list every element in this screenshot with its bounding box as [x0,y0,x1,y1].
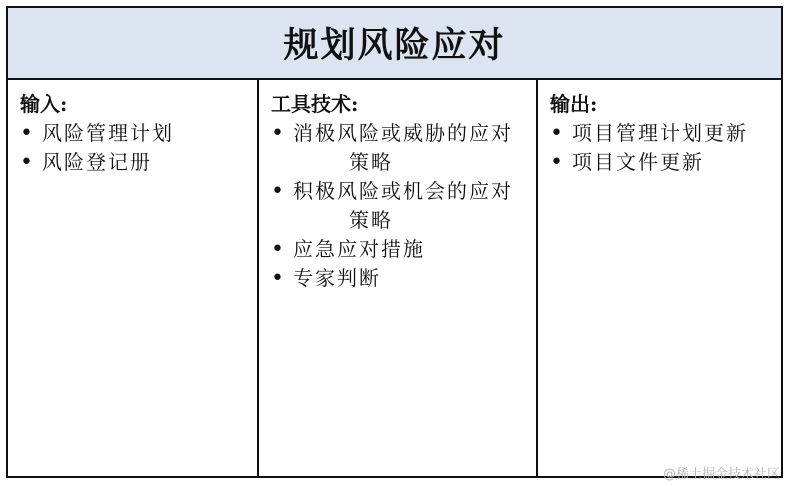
output-item [550,119,771,148]
outputs-list [550,119,771,177]
tool-item-text: • 积极风险或机会的应对 [293,179,513,203]
tool-item [271,177,526,235]
tool-item [271,235,526,264]
diagram-header [8,8,781,80]
tools-column [259,80,538,476]
inputs-title: 输入: [20,92,68,116]
tools-title: 工具技术: [271,92,359,116]
tools-list [271,119,526,293]
input-item [20,119,247,148]
tool-item-text: • 应急应对措施 [293,237,425,261]
output-item-text: • 项目文件更新 [572,150,704,174]
inputs-list [20,119,247,177]
process-diagram [6,6,783,478]
outputs-title: 输出: [550,92,598,116]
watermark: @稀土掘金技术社区 [662,467,780,482]
input-item-text: • 风险管理计划 [42,121,174,145]
input-item-text: • 风险登记册 [42,150,152,174]
tool-item [271,264,526,293]
tool-item [271,119,526,177]
output-item-text: • 项目管理计划更新 [572,121,748,145]
outputs-column [538,80,781,476]
tool-item-text: • 消极风险或威胁的应对 [293,121,513,145]
inputs-column [8,80,259,476]
tool-item-text: • 专家判断 [293,266,381,290]
tool-item-continuation: 策略 [349,150,393,174]
tool-item-continuation: 策略 [349,208,393,232]
output-item [550,148,771,177]
diagram-title: 规划风险应对 [283,25,506,66]
input-item [20,148,247,177]
